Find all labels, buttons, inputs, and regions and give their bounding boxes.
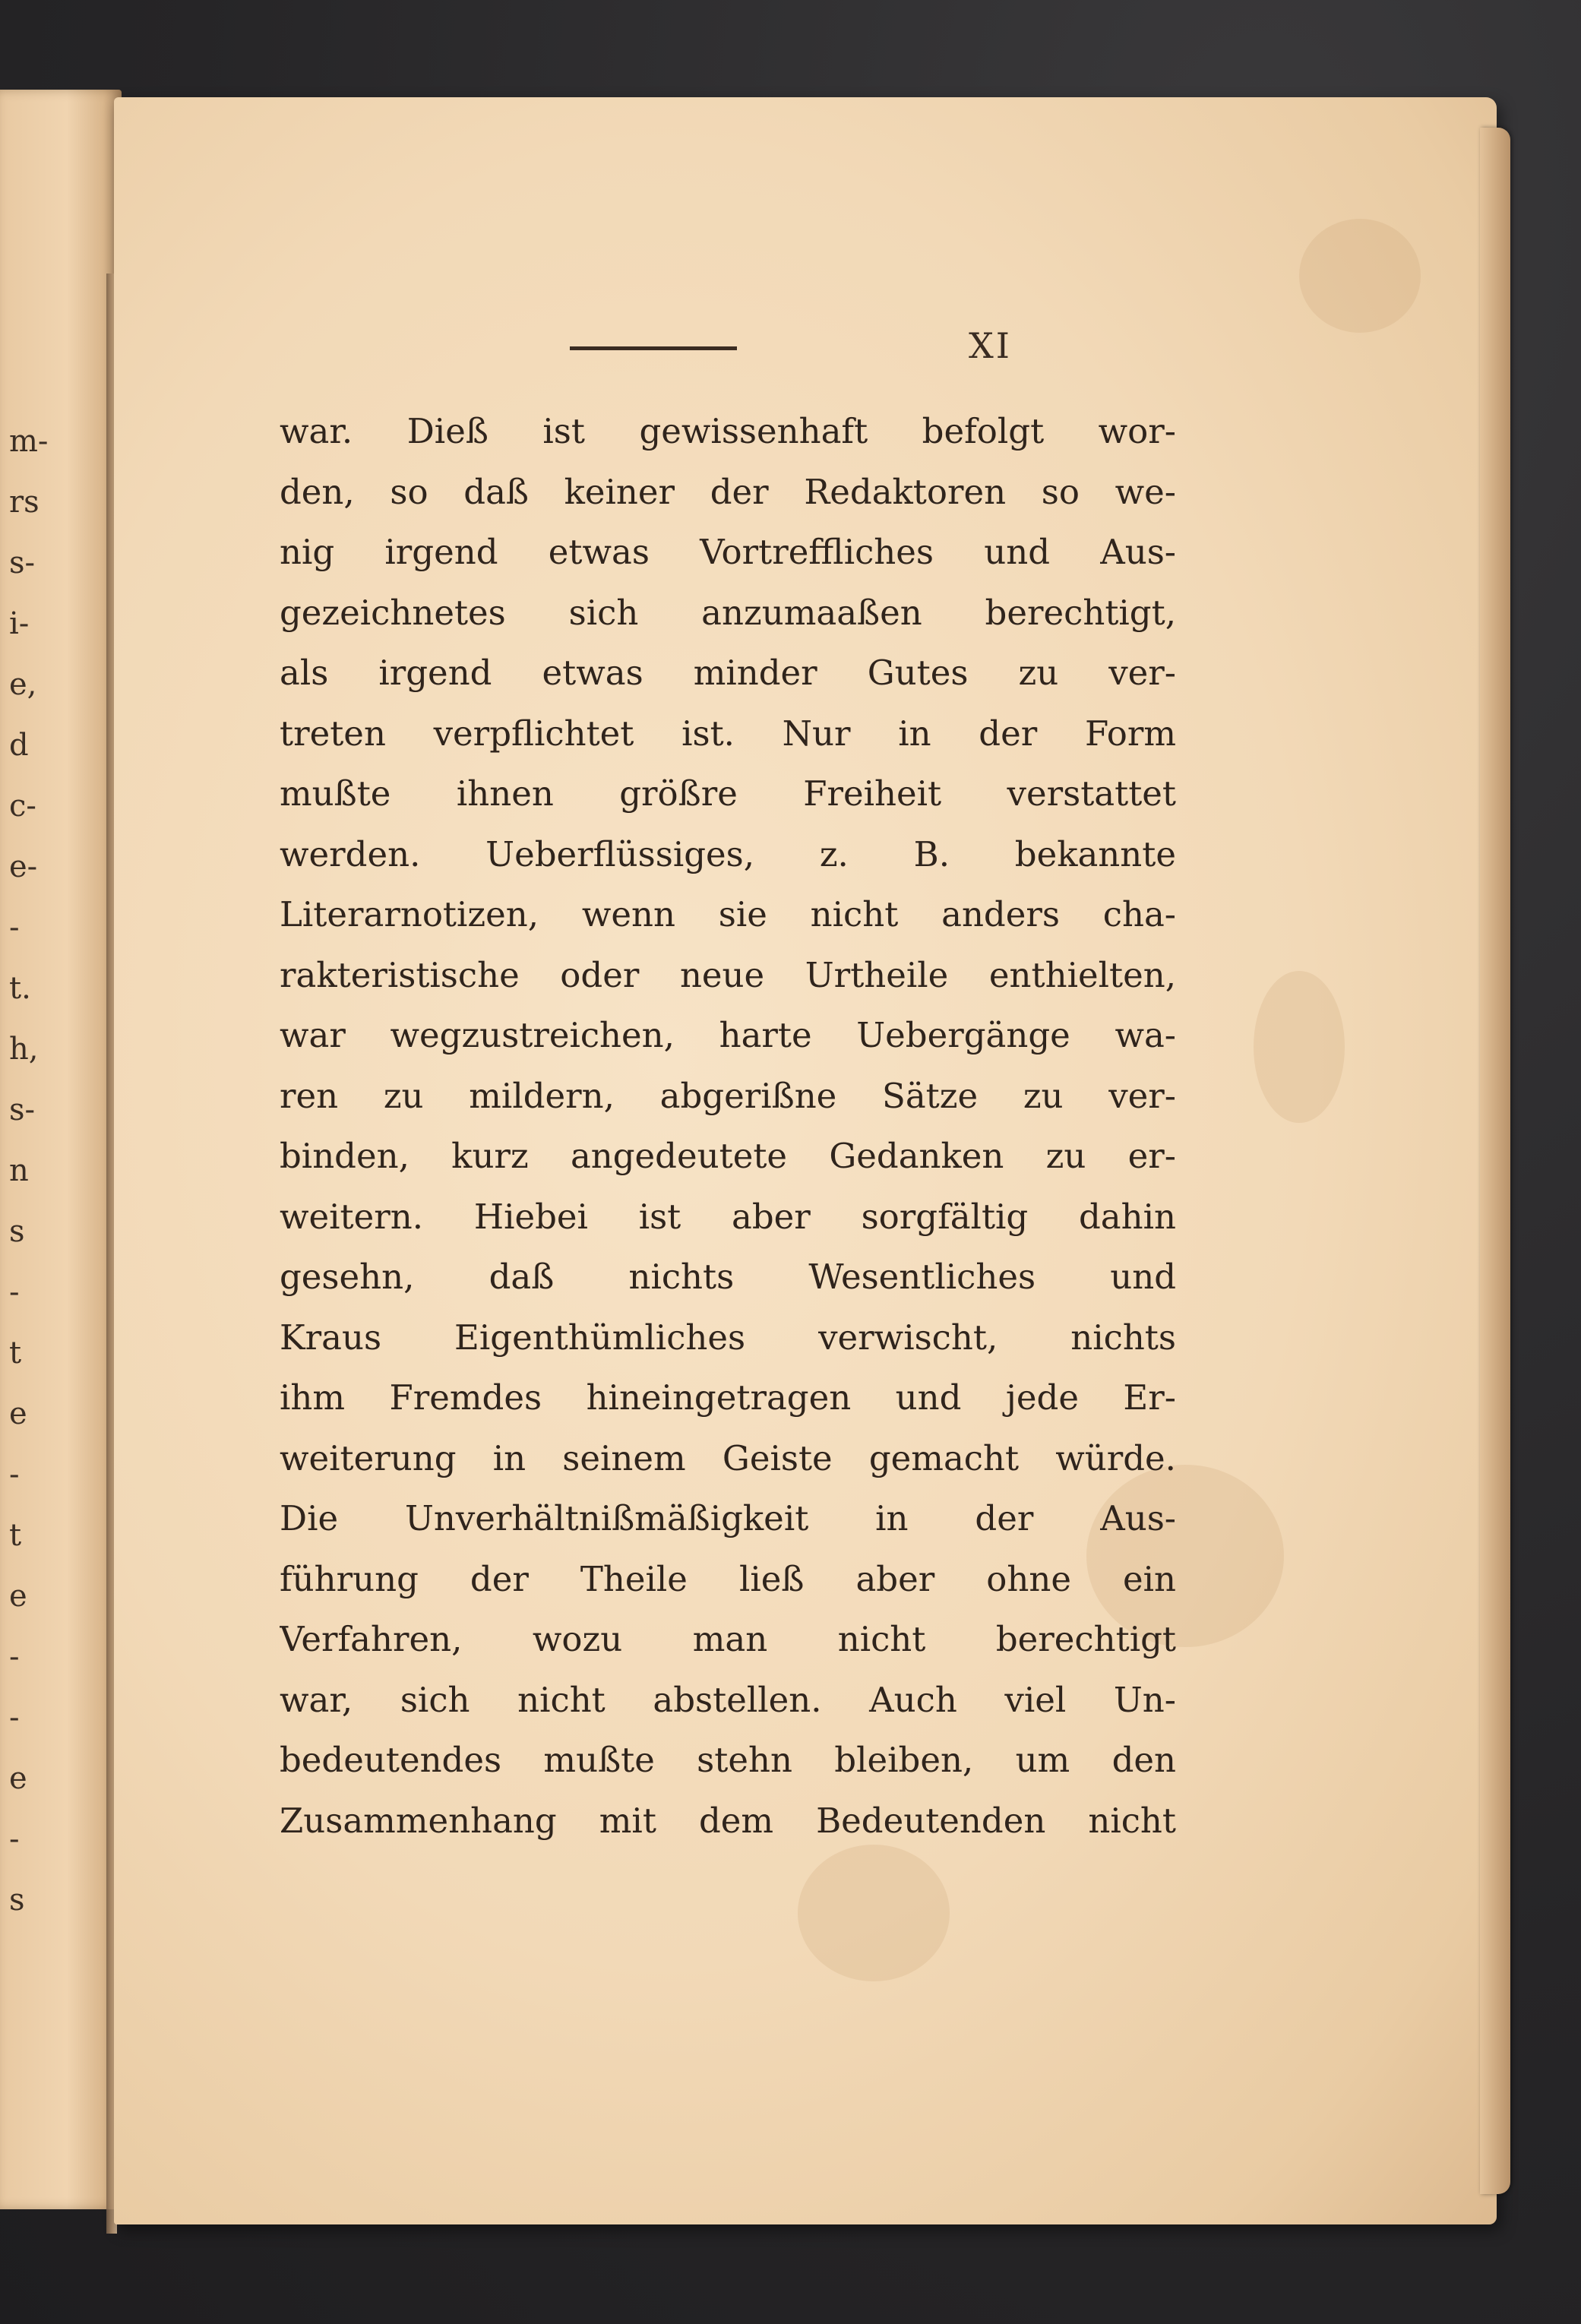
text-line: als irgend etwas minder Gutes zu ver- [280, 653, 1176, 693]
previous-page-fragment: e, [9, 667, 37, 702]
text-line: war, sich nicht abstellen. Auch viel Un- [280, 1679, 1176, 1720]
book-page [114, 97, 1497, 2224]
previous-page-fragment: - [9, 910, 20, 945]
previous-page-fragment: s- [9, 1092, 36, 1127]
previous-page-fragment: c- [9, 789, 36, 824]
previous-page-strip [0, 90, 122, 2209]
text-line: war wegzustreichen, harte Uebergänge wa- [280, 1015, 1176, 1055]
previous-page-fragment: - [9, 1639, 20, 1674]
text-line: Verfahren, wozu man nicht berechtigt [280, 1619, 1176, 1659]
previous-page-fragment: i- [9, 606, 30, 641]
text-line: Kraus Eigenthümliches verwischt, nichts [280, 1317, 1176, 1358]
previous-page-fragment: - [9, 1700, 20, 1735]
text-line: werden. Ueberflüssiges, z. B. bekannte [280, 833, 1176, 874]
text-line: Zusammenhang mit dem Bedeutenden nicht [280, 1800, 1176, 1841]
text-line: rakteristische oder neue Urtheile enthielten, [280, 954, 1176, 995]
page-edge [1480, 128, 1510, 2194]
text-line: ren zu mildern, abgerißne Sätze zu ver- [280, 1075, 1176, 1116]
text-line: gesehn, daß nichts Wesentliches und [280, 1257, 1176, 1297]
previous-page-fragment: t [9, 1518, 22, 1553]
text-line: war. Dieß ist gewissenhaft befolgt wor- [280, 411, 1176, 451]
header-rule [570, 346, 737, 350]
text-line: treten verpflichtet ist. Nur in der Form [280, 713, 1176, 754]
previous-page-fragment: e [9, 1579, 27, 1614]
text-line: Die Unverhältnißmäßigkeit in der Aus- [280, 1498, 1176, 1538]
previous-page-fragment: t. [9, 971, 31, 1006]
previous-page-fragment: e [9, 1761, 27, 1796]
text-line: den, so daß keiner der Redaktoren so we- [280, 471, 1176, 512]
previous-page-fragment: h, [9, 1032, 39, 1067]
paper-stain [798, 1845, 950, 1981]
previous-page-fragment: - [9, 1457, 20, 1492]
previous-page-fragment: s- [9, 545, 36, 580]
text-line: bedeutendes mußte stehn bleiben, um den [280, 1740, 1176, 1780]
previous-page-fragment: - [9, 1822, 20, 1857]
text-line: gezeichnetes sich anzumaaßen berechtigt, [280, 592, 1176, 633]
text-line: weiterung in seinem Geiste gemacht würde. [280, 1437, 1176, 1478]
text-line: binden, kurz angedeutete Gedanken zu er- [280, 1136, 1176, 1176]
text-line: weitern. Hiebei ist aber sorgfältig dahin [280, 1196, 1176, 1237]
previous-page-fragment: t [9, 1336, 22, 1371]
previous-page-fragment: d [9, 728, 29, 763]
page-number: XI [969, 325, 1012, 366]
previous-page-fragment: e [9, 1396, 27, 1431]
previous-page-fragment: s [9, 1214, 25, 1249]
previous-page-fragment: n [9, 1153, 29, 1188]
previous-page-fragment: s [9, 1883, 25, 1918]
previous-page-fragment: rs [9, 485, 40, 520]
body-text [280, 401, 1176, 1851]
paper-stain [1299, 219, 1421, 333]
previous-page-fragment: - [9, 1275, 20, 1310]
previous-page-fragment: e- [9, 849, 38, 884]
text-line: führung der Theile ließ aber ohne ein [280, 1558, 1176, 1599]
text-line: ihm Fremdes hineingetragen und jede Er- [280, 1377, 1176, 1418]
paper-stain [1254, 971, 1345, 1123]
text-line: mußte ihnen größre Freiheit verstattet [280, 773, 1176, 814]
text-line: nig irgend etwas Vortreffliches und Aus- [280, 532, 1176, 572]
text-line: Literarnotizen, wenn sie nicht anders cha- [280, 894, 1176, 934]
previous-page-fragment: m- [9, 424, 49, 459]
